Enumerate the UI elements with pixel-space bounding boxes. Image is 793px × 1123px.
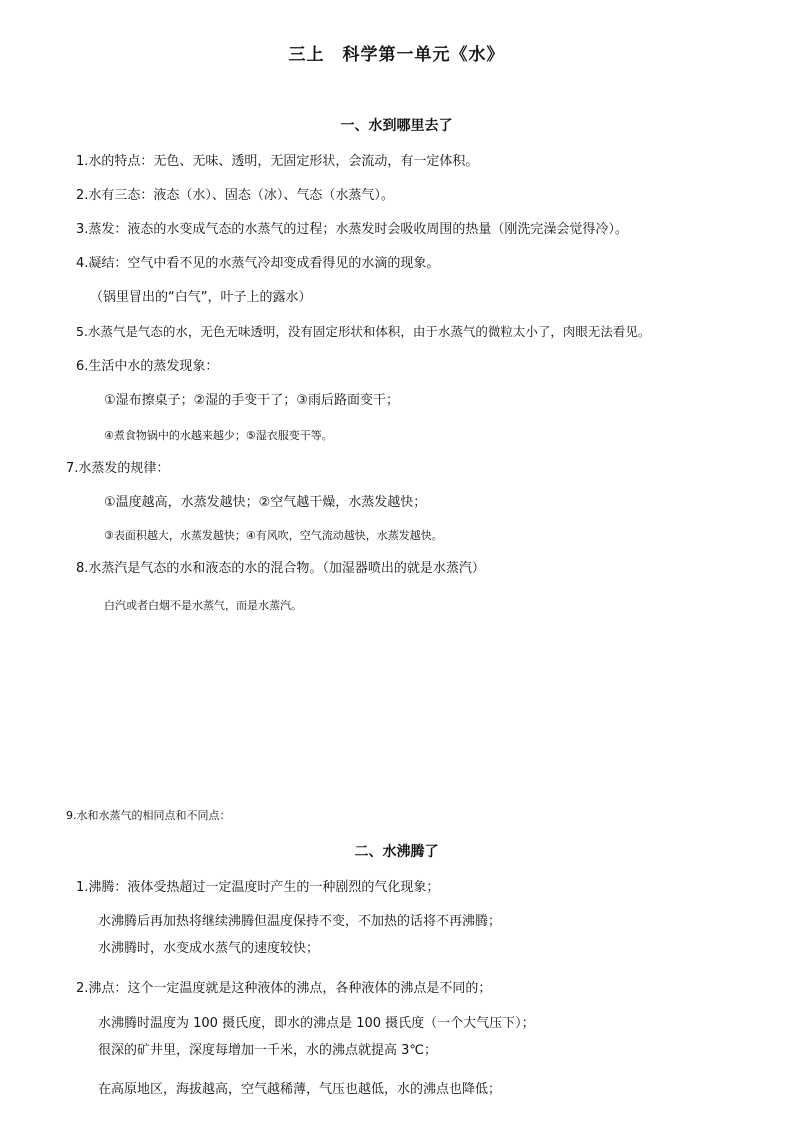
list-item: 1.沸腾：液体受热超过一定温度时产生的一种剧烈的气化现象； — [76, 880, 440, 895]
list-item: 2.沸点：这个一定温度就是这种液体的沸点，各种液体的沸点是不同的； — [76, 981, 492, 996]
section-heading-1: 一、水到哪里去了 — [340, 118, 453, 134]
list-item: 5.水蒸气是气态的水，无色无味透明，没有固定形状和体积，由于水蒸气的微粒太小了，肉眼无法看见。 — [76, 324, 651, 339]
sub-item: 白汽或者白烟不是水蒸气，而是水蒸汽。 — [104, 599, 302, 612]
sub-item: ①湿布擦桌子；②湿的手变干了；③雨后路面变干； — [104, 393, 399, 408]
sub-item: ④煮食物锅中的水越来越少；⑤湿衣服变干等。 — [104, 429, 333, 442]
list-item: 2.水有三态：液态（水）、固态（冰）、气态（水蒸气）。 — [76, 188, 394, 203]
list-item: 4.凝结：空气中看不见的水蒸气冷却变成看得见的水滴的现象。 — [76, 256, 440, 271]
list-item: 7.水蒸发的规律： — [66, 461, 170, 476]
list-item: 6.生活中水的蒸发现象： — [76, 359, 219, 374]
list-item: 1.水的特点：无色、无味、透明，无固定形状，会流动，有一定体积。 — [76, 154, 479, 169]
sub-item: 水沸腾时温度为 100 摄氏度，即水的沸点是 100 摄氏度（一个大气压下）； — [98, 1016, 535, 1031]
sub-item: ③表面积越大，水蒸发越快；④有风吹，空气流动越快，水蒸发越快。 — [104, 529, 443, 542]
sub-item: ①温度越高，水蒸发越快；②空气越干燥，水蒸发越快； — [104, 495, 427, 510]
sub-item: 很深的矿井里，深度每增加一千米，水的沸点就提高 3℃； — [98, 1043, 438, 1058]
list-item: 9.水和水蒸气的相同点和不同点： — [66, 809, 231, 822]
sub-item: 水沸腾后再加热将继续沸腾但温度保持不变，不加热的话将不再沸腾； — [98, 914, 502, 929]
section-heading-2: 二、水沸腾了 — [354, 844, 439, 860]
page-title: 三上 科学第一单元《水》 — [288, 45, 505, 65]
sub-item: 在高原地区，海拔越高，空气越稀薄，气压也越低，水的沸点也降低； — [98, 1082, 502, 1097]
list-item: 8.水蒸汽是气态的水和液态的水的混合物。（加湿器喷出的就是水蒸汽） — [76, 561, 485, 576]
list-item-note: （锅里冒出的“白气”，叶子上的露水） — [90, 290, 312, 305]
sub-item: 水沸腾时，水变成水蒸气的速度较快； — [98, 941, 320, 956]
list-item: 3.蒸发：液态的水变成气态的水蒸气的过程；水蒸发时会吸收周围的热量（刚洗完澡会觉得冷）。 — [76, 222, 628, 237]
